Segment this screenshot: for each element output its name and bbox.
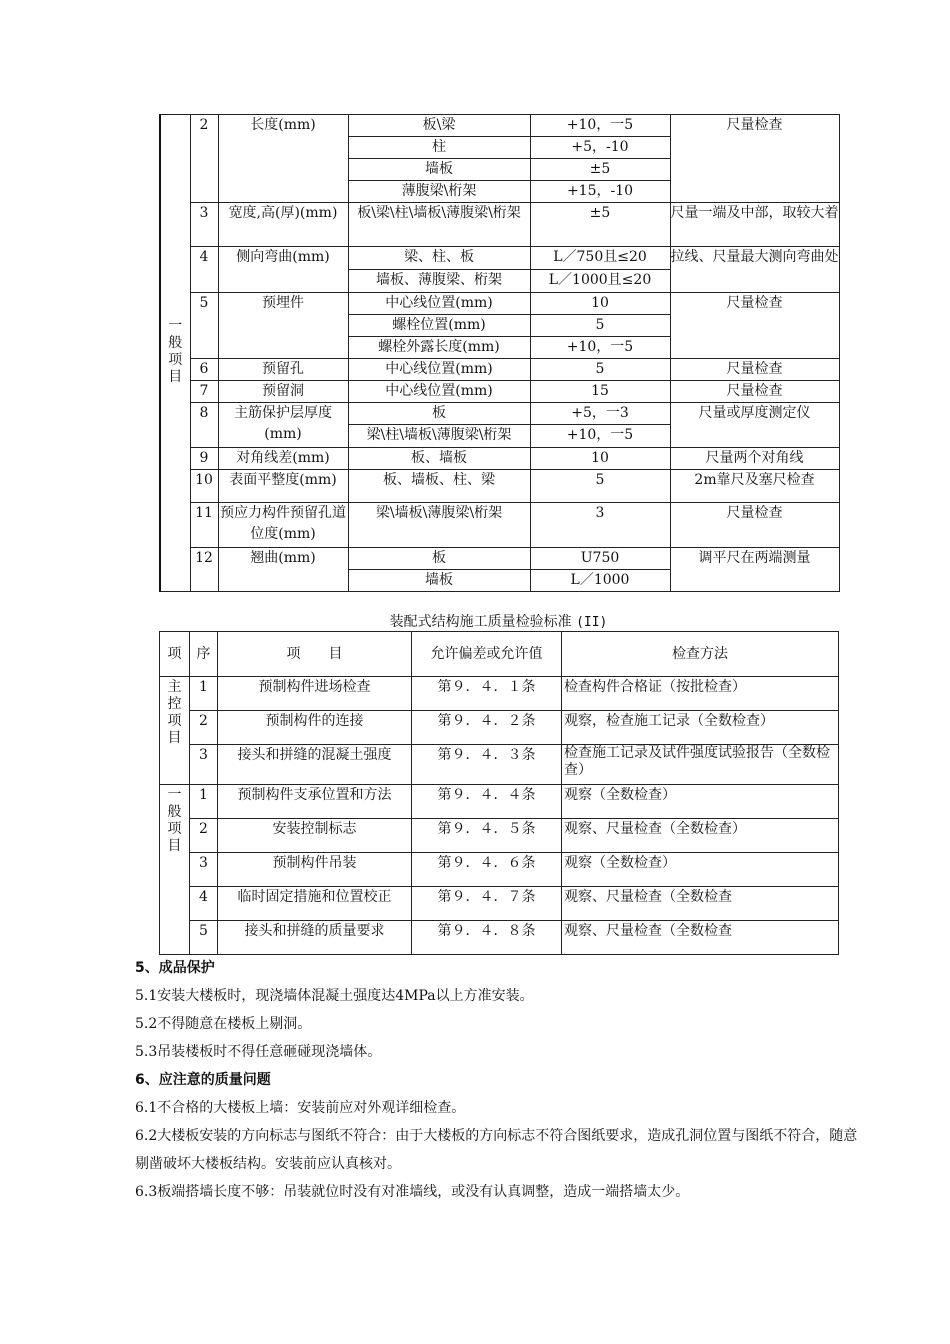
row-item: 宽度,高(厚)(mm) (218, 203, 348, 247)
row-sub: 中心线位置(mm) (348, 293, 530, 315)
row-sub: 螺栓位置(mm) (348, 315, 530, 337)
row-no: 2 (190, 819, 218, 853)
row-item: 主筋保护层厚度(mm) (218, 403, 348, 448)
row-sub: 梁\柱\墙板\薄腹梁\桁架 (348, 425, 530, 448)
row-tol: 10 (530, 293, 670, 315)
row-item: 预制构件支承位置和方法 (218, 785, 412, 819)
tolerance-table (159, 114, 840, 592)
row-tol: 5 (530, 359, 670, 381)
row-method: 尺量检查 (670, 359, 839, 381)
row-tol: +10，一5 (530, 425, 670, 448)
row-sub: 板、墙板、柱、梁 (348, 470, 530, 503)
row-tol: L／1000且≤20 (530, 270, 670, 293)
row-tol: +5，-10 (530, 137, 670, 159)
header-col4: 允许偏差或允许值 (412, 632, 562, 677)
row-method: 检查构件合格证（按批检查） (562, 677, 839, 711)
row-value: 第９．４．６条 (412, 853, 562, 887)
paragraph: 6.2大楼板安装的方向标志与图纸不符合：由于大楼板的方向标志不符合图纸要求，造成孔洞位置与图纸不符合，随意剔凿破坏大楼板结构。安装前应认真核对。 (135, 1128, 858, 1172)
header-col3: 项 目 (218, 632, 412, 677)
row-item: 接头和拼缝的混凝土强度 (218, 745, 412, 785)
row-tol: 15 (530, 381, 670, 403)
row-item: 预埋件 (218, 293, 348, 359)
row-sub: 墙板 (348, 570, 530, 592)
quality-standard-table (159, 631, 839, 955)
group-label-cell (160, 677, 190, 785)
row-sub: 螺栓外露长度(mm) (348, 337, 530, 359)
row-sub: 墙板、薄腹梁、桁架 (348, 270, 530, 293)
header-col2: 序 (190, 632, 218, 677)
paragraph: 5.2不得随意在楼板上剔洞。 (135, 1016, 312, 1032)
row-method: 尺量检查 (670, 503, 839, 548)
header-col1: 项 (160, 632, 190, 677)
row-no: 4 (190, 247, 218, 293)
row-no: 10 (190, 470, 218, 503)
row-item: 临时固定措施和位置校正 (218, 887, 412, 921)
row-method: 拉线、尺量最大测向弯曲处 (670, 247, 839, 293)
row-item: 表面平整度(mm) (218, 470, 348, 503)
row-tol: 10 (530, 448, 670, 470)
row-item: 安装控制标志 (218, 819, 412, 853)
row-no: 8 (190, 403, 218, 448)
row-value: 第９．４．４条 (412, 785, 562, 819)
row-value: 第９．４．７条 (412, 887, 562, 921)
section-6-heading: 6、应注意的质量问题 (135, 1072, 271, 1088)
row-item: 长度(mm) (218, 115, 348, 203)
paragraph: 5.1安装大楼板时，现浇墙体混凝土强度达4MPa以上方准安装。 (135, 988, 534, 1004)
row-method: 观察（全数检查） (562, 785, 839, 819)
group-label-cell (160, 115, 190, 592)
row-no: 2 (190, 115, 218, 203)
row-method: 调平尺在两端测量 (670, 548, 839, 592)
row-item: 预制构件吊装 (218, 853, 412, 887)
row-no: 5 (190, 293, 218, 359)
row-method: 尺量检查 (670, 381, 839, 403)
row-method: 观察、尺量检查（全数检查） (562, 819, 839, 853)
row-tol: U750 (530, 548, 670, 570)
row-no: 4 (190, 887, 218, 921)
row-tol: +5，一3 (530, 403, 670, 425)
section-5 (135, 954, 860, 1206)
caption-suffix: (II) (576, 615, 608, 630)
row-method: 观察、尺量检查（全数检查 (562, 887, 839, 921)
group-label-cell (160, 785, 190, 955)
row-sub: 梁\墙板\薄腹梁\桁架 (348, 503, 530, 548)
row-tol: L／750且≤20 (530, 247, 670, 270)
row-tol: +10，一5 (530, 115, 670, 137)
row-method: 2m靠尺及塞尺检查 (670, 470, 839, 503)
row-item: 预留洞 (218, 381, 348, 403)
row-method: 观察（全数检查） (562, 853, 839, 887)
row-sub: 薄腹梁\桁架 (348, 181, 530, 203)
row-value: 第９．４．１条 (412, 677, 562, 711)
section-5-heading: 5、成品保护 (135, 960, 215, 976)
group-label: 一般项目 (168, 318, 183, 385)
row-value: 第９．４．３条 (412, 745, 562, 785)
row-item: 预制构件的连接 (218, 711, 412, 745)
row-item: 接头和拼缝的质量要求 (218, 921, 412, 955)
row-item: 预应力构件预留孔道位度(mm) (218, 503, 348, 548)
row-sub: 板\梁\柱\墙板\薄腹梁\桁架 (348, 203, 530, 247)
row-item: 预制构件进场检查 (218, 677, 412, 711)
row-value: 第９．４．８条 (412, 921, 562, 955)
group-label: 一般项目 (167, 787, 182, 854)
paragraph: 6.3板端搭墙长度不够：吊装就位时没有对准墙线，或没有认真调整，造成一端搭墙太少。 (135, 1184, 690, 1200)
row-sub: 墙板 (348, 159, 530, 181)
row-sub: 中心线位置(mm) (348, 381, 530, 403)
row-no: 3 (190, 203, 218, 247)
row-value: 第９．４．５条 (412, 819, 562, 853)
row-item: 侧向弯曲(mm) (218, 247, 348, 293)
row-method: 检查施工记录及试件强度试验报告（全数检查） (562, 745, 839, 785)
row-tol: ±5 (530, 159, 670, 181)
row-no: 9 (190, 448, 218, 470)
row-method: 尺量两个对角线 (670, 448, 839, 470)
row-tol: +10，一5 (530, 337, 670, 359)
row-sub: 板 (348, 548, 530, 570)
row-method: 尺量或厚度测定仪 (670, 403, 839, 448)
row-no: 7 (190, 381, 218, 403)
group-label: 主控项目 (167, 679, 182, 746)
row-sub: 板、墙板 (348, 448, 530, 470)
row-tol: 3 (530, 503, 670, 548)
row-no: 1 (190, 785, 218, 819)
row-method: 尺量检查 (670, 293, 839, 359)
row-method: 尺量检查 (670, 115, 839, 203)
row-no: 3 (190, 745, 218, 785)
row-item: 对角线差(mm) (218, 448, 348, 470)
row-no: 5 (190, 921, 218, 955)
row-tol: L／1000 (530, 570, 670, 592)
row-tol: 5 (530, 470, 670, 503)
row-method: 观察，检查施工记录（全数检查） (562, 711, 839, 745)
paragraph: 5.3吊装楼板时不得任意砸碰现浇墙体。 (135, 1044, 382, 1060)
paragraph: 6.1不合格的大楼板上墙：安装前应对外观详细检查。 (135, 1100, 466, 1116)
row-sub: 梁、柱、板 (348, 247, 530, 270)
row-no: 12 (190, 548, 218, 592)
row-tol: ±5 (530, 203, 670, 247)
table2-caption (159, 611, 838, 631)
row-sub: 板 (348, 403, 530, 425)
row-method: 观察、尺量检查（全数检查 (562, 921, 839, 955)
row-no: 1 (190, 677, 218, 711)
row-method: 尺量一端及中部，取较大着 (670, 203, 839, 247)
row-tol: 5 (530, 315, 670, 337)
row-sub: 柱 (348, 137, 530, 159)
row-tol: +15，-10 (530, 181, 670, 203)
header-col5: 检查方法 (562, 632, 839, 677)
caption-text: 装配式结构施工质量检验标准 (389, 614, 572, 630)
row-sub: 中心线位置(mm) (348, 359, 530, 381)
row-value: 第９．４．２条 (412, 711, 562, 745)
row-sub: 板\梁 (348, 115, 530, 137)
row-no: 3 (190, 853, 218, 887)
row-no: 6 (190, 359, 218, 381)
row-item: 预留孔 (218, 359, 348, 381)
row-no: 2 (190, 711, 218, 745)
row-item: 翘曲(mm) (218, 548, 348, 592)
row-no: 11 (190, 503, 218, 548)
